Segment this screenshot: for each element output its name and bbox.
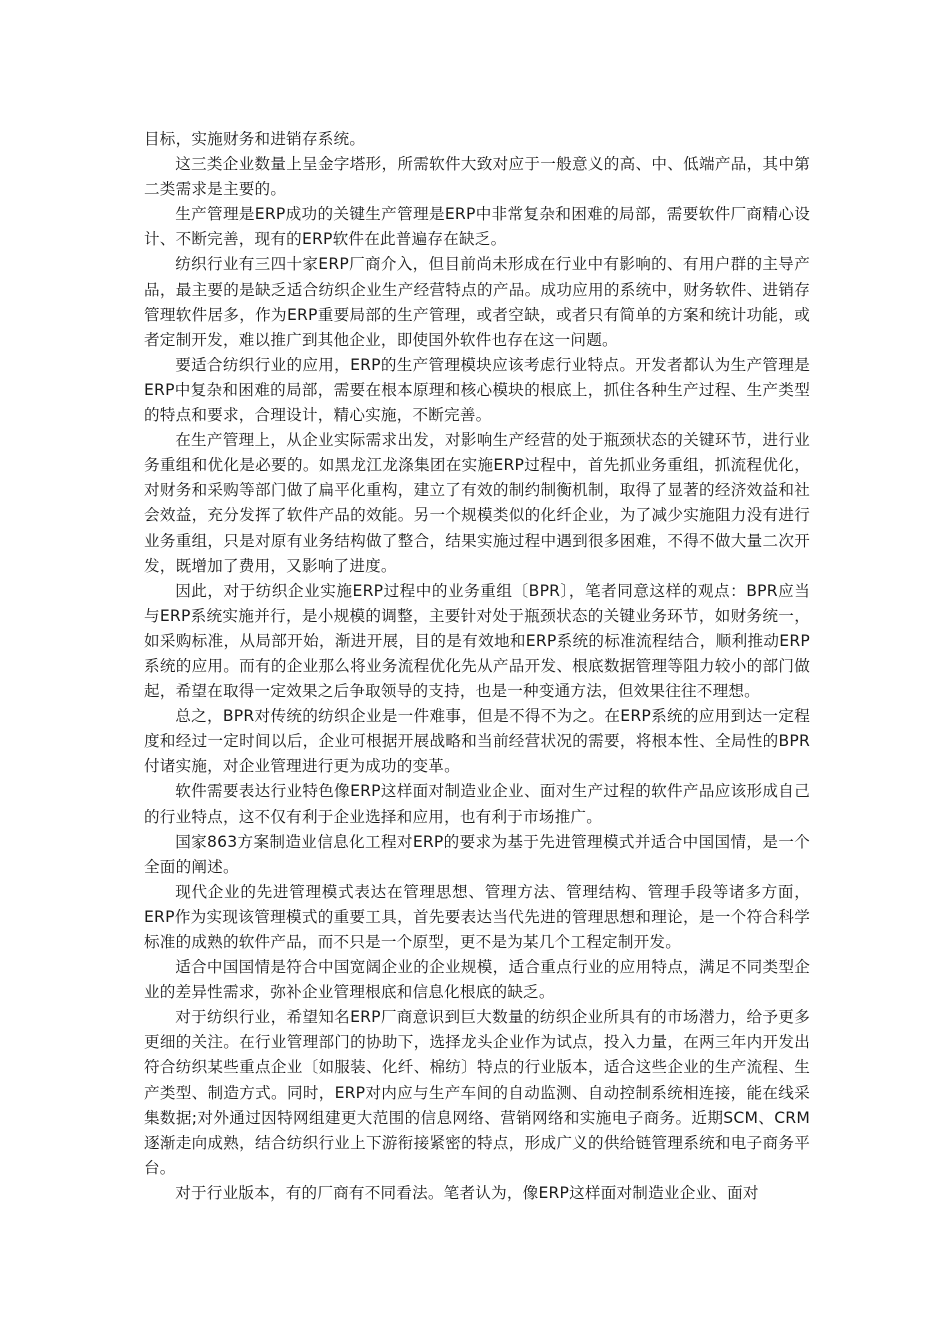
paragraph: 要适合纺织行业的应用，ERP的生产管理模块应该考虑行业特点。开发者都认为生产管理是ERP中复杂和困难的局部，需要在根本原理和核心模块的根底上，抓住各种生产过程、生产类型的特点和要求，合理设计，精心实施，不断完善。 (144, 355, 810, 425)
paragraph: 软件需要表达行业特色像ERP这样面对制造业企业、面对生产过程的软件产品应该形成自己的行业特点，这不仅有利于企业选择和应用，也有利于市场推广。 (144, 782, 810, 826)
document-body (144, 127, 810, 1206)
paragraph: 对于纺织行业，希望知名ERP厂商意识到巨大数量的纺织企业所具有的市场潜力，给予更多更细的关注。在行业管理部门的协助下，选择龙头企业作为试点，投入力量，在两三年内开发出符合纺织某些重点企业〔如服装、化纤、棉纺〕特点的行业版本，适合这些企业的生产流程、生产类型、制造方式。同时，ERP对内应与生产车间的自动监测、自动控制系统相连接，能在线采集数据;对外通过因特网组建更大范围的信息网络、营销网络和实施电子商务。近期SCM、CRM逐渐走向成熟，结合纺织行业上下游衔接紧密的特点，形成广义的供给链管理系统和电子商务平台。 (144, 1008, 810, 1177)
paragraph: 在生产管理上，从企业实际需求出发，对影响生产经营的处于瓶颈状态的关键环节，进行业务重组和优化是必要的。如黑龙江龙涤集团在实施ERP过程中，首先抓业务重组，抓流程优化，对财务和采购等部门做了扁平化重构，建立了有效的制约制衡机制，取得了显著的经济效益和社会效益，充分发挥了软件产品的效能。另一个规模类似的化纤企业，为了减少实施阻力没有进行业务重组，只是对原有业务结构做了整合，结果实施过程中遇到很多困难，不得不做大量二次开发，既增加了费用，又影响了进度。 (144, 431, 810, 575)
paragraph: 这三类企业数量上呈金字塔形，所需软件大致对应于一般意义的高、中、低端产品，其中第二类需求是主要的。 (144, 155, 810, 199)
paragraph: 因此，对于纺织企业实施ERP过程中的业务重组〔BPR〕，笔者同意这样的观点：BPR应当与ERP系统实施并行，是小规模的调整，主要针对处于瓶颈状态的关键业务环节，如财务统一，如采购标准，从局部开始，渐进开展，目的是有效地和ERP系统的标准流程结合，顺利推动ERP系统的应用。而有的企业那么将业务流程优化先从产品开发、根底数据管理等阻力较小的部门做起，希望在取得一定效果之后争取领导的支持，也是一种变通方法，但效果往往不理想。 (144, 581, 810, 701)
paragraph: 适合中国国情是符合中国宽阔企业的企业规模，适合重点行业的应用特点，满足不同类型企业的差异性需求，弥补企业管理根底和信息化根底的缺乏。 (144, 958, 810, 1002)
paragraph: 纺织行业有三四十家ERP厂商介入，但目前尚未形成在行业中有影响的、有用户群的主导产品，最主要的是缺乏适合纺织企业生产经营特点的产品。成功应用的系统中，财务软件、进销存管理软件居多，作为ERP重要局部的生产管理，或者空缺，或者只有简单的方案和统计功能，或者定制开发，难以推广到其他企业，即使国外软件也存在这一问题。 (144, 255, 810, 349)
paragraph: 总之，BPR对传统的纺织企业是一件难事，但是不得不为之。在ERP系统的应用到达一定程度和经过一定时间以后，企业可根据开展战略和当前经营状况的需要，将根本性、全局性的BPR付诸实施，对企业管理进行更为成功的变革。 (144, 707, 810, 776)
paragraph: 国家863方案制造业信息化工程对ERP的要求为基于先进管理模式并适合中国国情，是一个全面的阐述。 (144, 832, 810, 876)
paragraph: 生产管理是ERP成功的关键生产管理是ERP中非常复杂和困难的局部，需要软件厂商精心设计、不断完善，现有的ERP软件在此普遍存在缺乏。 (144, 205, 810, 249)
paragraph: 现代企业的先进管理模式表达在管理思想、管理方法、管理结构、管理手段等诸多方面，ERP作为实现该管理模式的重要工具，首先要表达当代先进的管理思想和理论，是一个符合科学标准的成熟的软件产品，而不只是一个原型，更不是为某几个工程定制开发。 (144, 882, 810, 951)
paragraph: 目标，实施财务和进销存系统。 (144, 130, 366, 148)
paragraph: 对于行业版本，有的厂商有不同看法。笔者认为，像ERP这样面对制造业企业、面对 (175, 1183, 759, 1202)
